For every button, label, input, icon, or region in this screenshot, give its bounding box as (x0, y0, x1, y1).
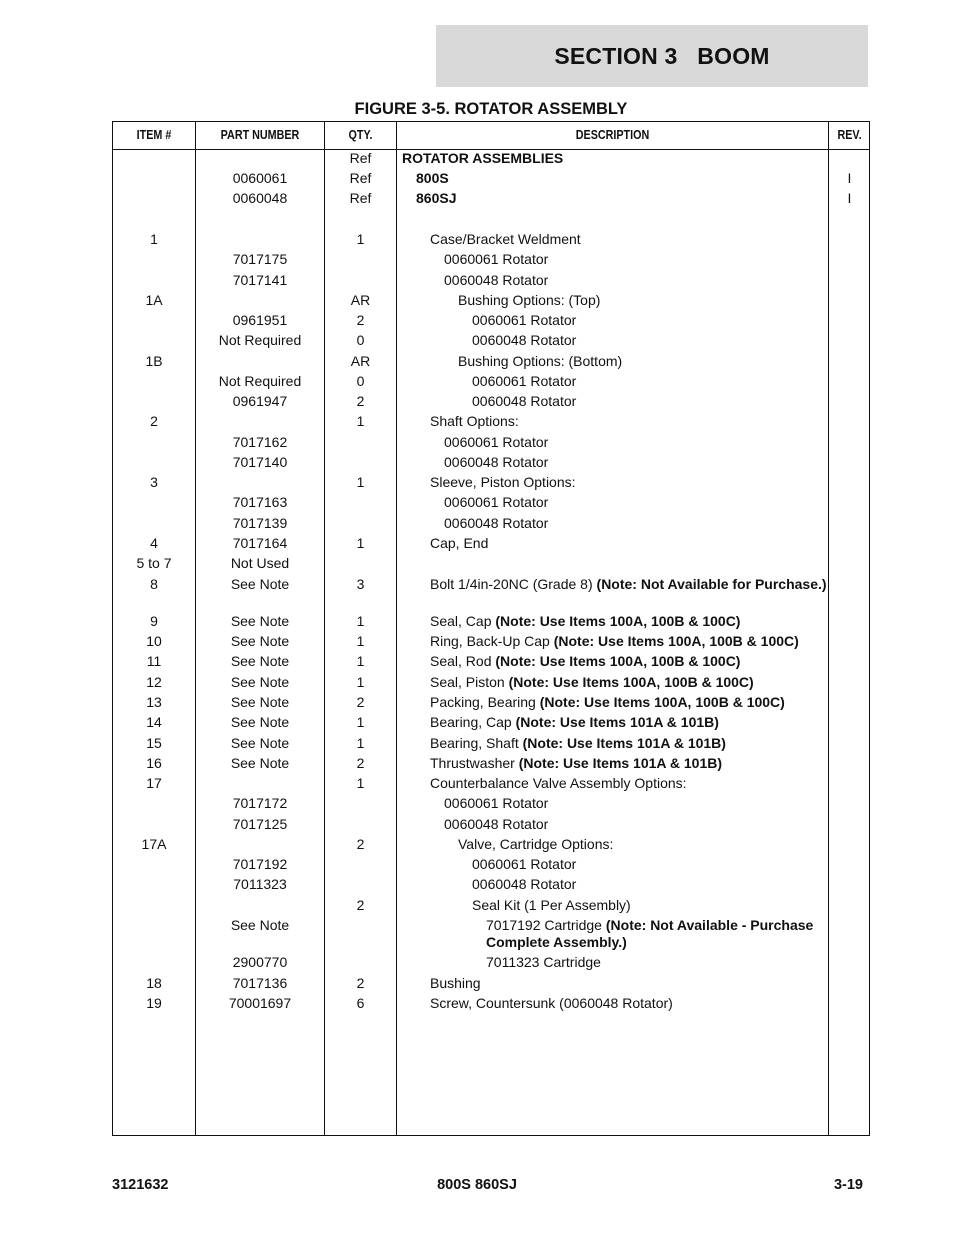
part-number-cell: 7017141 (232, 272, 288, 288)
description-note: (Note: Use Items 100A, 100B & 100C) (539, 694, 785, 710)
description-cell (430, 633, 827, 650)
qty-cell: 2 (356, 975, 365, 991)
description-text: Shaft Options: (430, 413, 519, 429)
qty-cell: 2 (356, 836, 365, 852)
part-number-cell: 7011323 (233, 876, 287, 892)
part-number-cell: 7017175 (232, 251, 288, 267)
part-number-cell: Not Required (218, 332, 302, 348)
part-number-cell: See Note (230, 653, 290, 669)
item-cell: 19 (146, 995, 162, 1011)
description-text: Seal Kit (1 Per Assembly) (472, 897, 631, 913)
description-note: (Note: Use Items 101A & 101B) (515, 714, 719, 730)
part-number-cell: See Note (230, 755, 290, 771)
item-cell: 15 (146, 735, 162, 751)
description-cell (430, 755, 827, 772)
description-cell (472, 332, 827, 349)
description-text: 0060061 Rotator (472, 856, 577, 872)
description-cell (486, 917, 827, 951)
qty-cell: 1 (356, 535, 365, 551)
part-number-cell: 0961947 (232, 393, 288, 409)
qty-cell: AR (350, 292, 371, 308)
description-text: 0060061 Rotator (444, 494, 549, 510)
description-cell (430, 674, 827, 691)
qty-cell: Ref (349, 150, 372, 166)
part-number-cell: See Note (230, 576, 290, 592)
qty-cell: 2 (356, 694, 365, 710)
description-text: Bushing (430, 975, 481, 991)
rev-cell: I (847, 190, 852, 206)
footer-model: 800S 860SJ (437, 1177, 517, 1193)
figure-title: FIGURE 3-5. ROTATOR ASSEMBLY (354, 100, 628, 118)
qty-cell: 2 (356, 897, 365, 913)
description-text: Counterbalance Valve Assembly Options: (430, 775, 687, 791)
qty-cell: 0 (356, 373, 365, 389)
qty-cell: 2 (356, 312, 365, 328)
description-cell (430, 576, 827, 593)
qty-cell: 2 (356, 393, 365, 409)
footer-doc-number: 3121632 (112, 1177, 169, 1193)
description-cell (430, 714, 827, 731)
qty-cell: 3 (356, 576, 365, 592)
part-number-cell: 0060061 (232, 170, 288, 186)
qty-cell: Ref (349, 190, 372, 206)
description-cell (430, 613, 827, 630)
description-cell (472, 312, 827, 329)
qty-cell: 1 (356, 674, 365, 690)
qty-cell: 1 (356, 633, 365, 649)
description-text: 0060048 Rotator (444, 272, 549, 288)
qty-cell: AR (350, 353, 371, 369)
description-cell (444, 816, 827, 833)
description-text: 0060048 Rotator (472, 332, 577, 348)
description-note: (Note: Use Items 100A, 100B & 100C) (495, 653, 741, 669)
description-cell (444, 434, 827, 451)
description-text: 0060061 Rotator (444, 795, 549, 811)
part-number-cell: 7017140 (232, 454, 288, 470)
column-header-qty: QTY. (348, 128, 373, 142)
column-header-rev: REV. (837, 128, 862, 142)
description-text: Seal, Rod (430, 653, 496, 669)
part-number-cell: 0961951 (232, 312, 288, 328)
item-cell: 17 (146, 775, 162, 791)
qty-cell: 0 (356, 332, 365, 348)
part-number-cell: See Note (230, 735, 290, 751)
description-cell (430, 231, 827, 248)
item-cell: 8 (150, 576, 158, 592)
item-cell: 12 (146, 674, 162, 690)
part-number-cell: 7017136 (232, 975, 288, 991)
description-text: Bushing Options: (Bottom) (458, 353, 623, 369)
description-text: Valve, Cartridge Options: (458, 836, 614, 852)
qty-cell: 1 (356, 413, 365, 429)
column-header-part-number: PART NUMBER (220, 128, 300, 142)
qty-cell: 2 (356, 755, 365, 771)
description-text: Bushing Options: (Top) (458, 292, 601, 308)
description-note: (Note: Not Available - Purchase Complete Assembly.) (486, 917, 814, 950)
part-number-cell: 7017139 (232, 515, 288, 531)
item-cell: 5 to 7 (136, 555, 172, 571)
description-text: Sleeve, Piston Options: (430, 474, 576, 490)
part-number-cell: 7017162 (232, 434, 288, 450)
part-number-cell: 7017192 (232, 856, 288, 872)
rev-cell: I (847, 170, 852, 186)
column-divider (396, 122, 397, 1135)
description-note: (Note: Use Items 101A & 101B) (518, 755, 723, 771)
description-note: (Note: Not Available for Purchase.) (596, 576, 827, 592)
description-cell (444, 795, 827, 812)
description-text: 0060048 Rotator (444, 816, 549, 832)
description-text: Seal, Cap (430, 613, 496, 629)
description-text: Packing, Bearing (430, 694, 540, 710)
description-cell (444, 494, 827, 511)
part-number-cell: Not Required (218, 373, 302, 389)
description-cell (458, 836, 827, 853)
description-cell (486, 954, 827, 971)
description-cell (402, 150, 827, 167)
description-text: 0060048 Rotator (444, 454, 549, 470)
item-cell: 1B (145, 353, 163, 369)
description-text: Bearing, Cap (430, 714, 516, 730)
description-cell (444, 515, 827, 532)
item-cell: 4 (150, 535, 158, 551)
qty-cell: 1 (356, 474, 365, 490)
column-divider (828, 122, 829, 1135)
qty-cell: 6 (356, 995, 365, 1011)
item-cell: 13 (146, 694, 162, 710)
description-note: (Note: Use Items 101A & 101B) (522, 735, 726, 751)
item-cell: 3 (150, 474, 158, 490)
description-text: Seal, Piston (430, 674, 509, 690)
description-cell (444, 454, 827, 471)
description-cell (430, 474, 827, 491)
item-cell: 14 (146, 714, 162, 730)
description-text: 7017192 Cartridge (486, 917, 606, 933)
description-text: 0060048 Rotator (444, 515, 549, 531)
item-cell: 1 (150, 231, 158, 247)
table-header (113, 122, 869, 150)
part-number-cell: See Note (230, 917, 290, 933)
item-cell: 10 (146, 633, 162, 649)
description-text: Bolt 1/4in-20NC (Grade 8) (430, 576, 597, 592)
footer-page-number: 3-19 (833, 1177, 863, 1193)
description-cell (416, 170, 827, 187)
description-cell (430, 653, 827, 670)
part-number-cell: 7017172 (232, 795, 288, 811)
description-cell (458, 353, 827, 370)
description-cell (472, 373, 827, 390)
description-note: (Note: Use Items 100A, 100B & 100C) (553, 633, 799, 649)
description-text: Ring, Back-Up Cap (430, 633, 554, 649)
part-number-cell: 0060048 (232, 190, 288, 206)
parts-table (112, 121, 870, 1136)
item-cell: 18 (146, 975, 162, 991)
part-number-cell: See Note (230, 633, 290, 649)
qty-cell: 1 (356, 775, 365, 791)
description-text: Bearing, Shaft (430, 735, 523, 751)
description-text: 0060061 Rotator (444, 434, 549, 450)
description-cell (430, 735, 827, 752)
description-cell (472, 897, 827, 914)
item-cell: 2 (150, 413, 158, 429)
part-number-cell: See Note (230, 613, 290, 629)
description-note: (Note: Use Items 100A, 100B & 100C) (508, 674, 754, 690)
qty-cell: 1 (356, 653, 365, 669)
description-text: 0060048 Rotator (472, 393, 577, 409)
section-title: SECTION 3 BOOM (554, 42, 770, 69)
description-text: Thrustwasher (430, 755, 519, 771)
description-text: Screw, Countersunk (0060048 Rotator) (430, 995, 673, 1011)
description-cell (430, 775, 827, 792)
item-cell: 16 (146, 755, 162, 771)
section-header (436, 25, 868, 87)
part-number-cell: See Note (230, 674, 290, 690)
part-number-cell: See Note (230, 694, 290, 710)
description-cell (430, 535, 827, 552)
part-number-cell: Not Used (230, 555, 290, 571)
part-number-cell: 7017163 (232, 494, 288, 510)
description-cell (430, 694, 827, 711)
description-cell (472, 876, 827, 893)
description-note: (Note: Use Items 100A, 100B & 100C) (495, 613, 741, 629)
column-header-description: DESCRIPTION (575, 128, 650, 142)
description-cell (444, 251, 827, 268)
part-number-cell: 2900770 (232, 954, 288, 970)
qty-cell: Ref (349, 170, 372, 186)
description-text: 0060061 Rotator (444, 251, 549, 267)
item-cell: 11 (146, 653, 162, 669)
description-text: 0060061 Rotator (472, 373, 577, 389)
description-cell (430, 995, 827, 1012)
description-text: 0060061 Rotator (472, 312, 577, 328)
qty-cell: 1 (356, 735, 365, 751)
part-number-cell: 7017164 (232, 535, 288, 551)
description-cell (444, 272, 827, 289)
description-cell (430, 413, 827, 430)
column-header-item: ITEM # (136, 128, 172, 142)
item-cell: 17A (141, 836, 167, 852)
part-number-cell: See Note (230, 714, 290, 730)
description-text: 0060048 Rotator (472, 876, 577, 892)
qty-cell: 1 (356, 613, 365, 629)
description-text: Case/Bracket Weldment (430, 231, 581, 247)
description-text: 860SJ (416, 190, 457, 206)
qty-cell: 1 (356, 231, 365, 247)
item-cell: 9 (150, 613, 158, 629)
description-text: ROTATOR ASSEMBLIES (402, 150, 564, 166)
description-text: 7011323 Cartridge (486, 954, 601, 970)
description-cell (472, 856, 827, 873)
description-cell (430, 975, 827, 992)
description-cell (416, 190, 827, 207)
description-cell (472, 393, 827, 410)
part-number-cell: 7017125 (232, 816, 288, 832)
part-number-cell: 70001697 (228, 995, 292, 1011)
description-text: Cap, End (430, 535, 489, 551)
description-cell (458, 292, 827, 309)
item-cell: 1A (145, 292, 163, 308)
qty-cell: 1 (356, 714, 365, 730)
description-text: 800S (416, 170, 449, 186)
